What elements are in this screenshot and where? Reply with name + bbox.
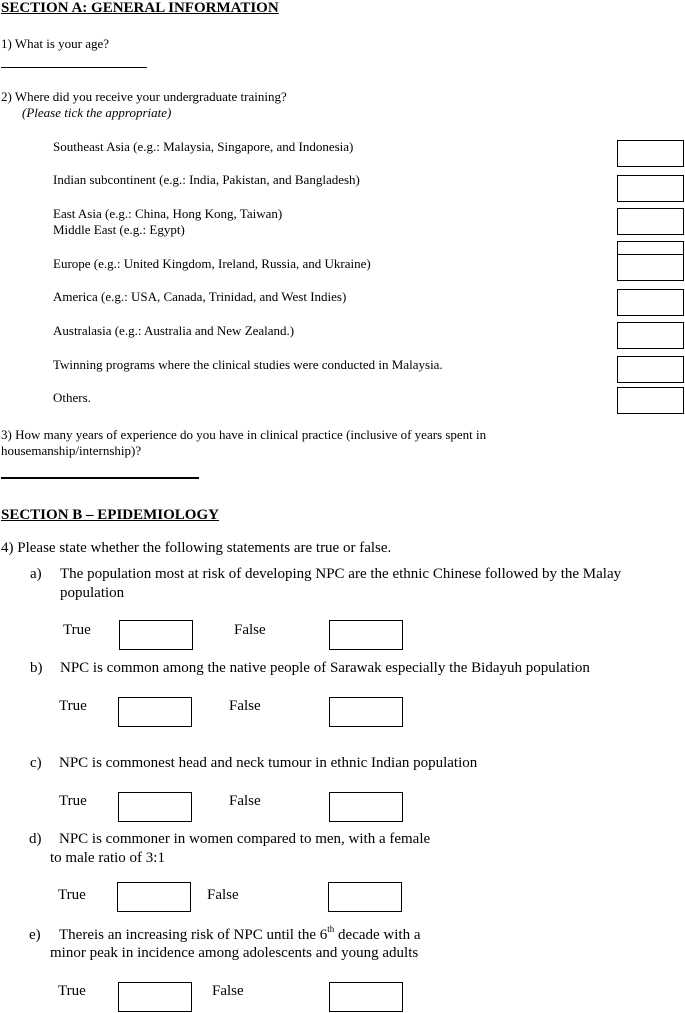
option-australasia: Australasia (e.g.: Australia and New Zealand.) bbox=[53, 323, 295, 338]
statement-d-line-2: to male ratio of 3:1 bbox=[50, 850, 165, 866]
statement-e-line-2: minor peak in incidence among adolescents and young adults bbox=[50, 945, 419, 961]
checkbox-america[interactable] bbox=[617, 289, 684, 316]
option-europe: Europe (e.g.: United Kingdom, Ireland, Russia, and Ukraine) bbox=[53, 256, 371, 271]
question-3-line-1: 3) How many years of experience do you have in clinical practice (inclusive of years spent in bbox=[1, 427, 487, 442]
age-answer-line[interactable] bbox=[1, 67, 147, 68]
statement-e-false-label: False bbox=[212, 983, 244, 999]
option-middle-east: Middle East (e.g.: Egypt) bbox=[53, 222, 185, 237]
option-east-asia: East Asia (e.g.: China, Hong Kong, Taiwan) bbox=[53, 206, 283, 221]
statement-a-true-box[interactable] bbox=[119, 620, 193, 650]
statement-d-letter: d) bbox=[29, 831, 42, 847]
statement-a-false-box[interactable] bbox=[329, 620, 403, 650]
checkbox-australasia[interactable] bbox=[617, 322, 684, 349]
option-southeast-asia: Southeast Asia (e.g.: Malaysia, Singapore, and Indonesia) bbox=[53, 139, 354, 154]
question-2: 2) Where did you receive your undergraduate training? bbox=[1, 89, 287, 104]
statement-c-true-box[interactable] bbox=[118, 792, 192, 822]
statement-d-false-box[interactable] bbox=[328, 882, 402, 912]
option-twinning: Twinning programs where the clinical studies were conducted in Malaysia. bbox=[53, 357, 443, 372]
statement-e-line-1-rest: decade with a bbox=[334, 927, 421, 943]
section-b-title: SECTION B – EPIDEMIOLOGY bbox=[1, 507, 219, 523]
checkbox-east-asia[interactable] bbox=[617, 208, 684, 235]
statement-e-line-1 bbox=[59, 924, 421, 944]
statement-c-true-label: True bbox=[59, 793, 87, 809]
question-1: 1) What is your age? bbox=[1, 36, 110, 51]
statement-e-letter: e) bbox=[29, 927, 41, 943]
statement-e-line-1-text: Thereis an increasing risk of NPC until the 6 bbox=[59, 927, 328, 943]
statement-d-true-box[interactable] bbox=[117, 882, 191, 912]
checkbox-southeast-asia[interactable] bbox=[617, 140, 684, 167]
checkbox-twinning[interactable] bbox=[617, 356, 684, 383]
statement-c-line-1: NPC is commonest head and neck tumour in ethnic Indian population bbox=[59, 755, 478, 771]
checkbox-indian-subcontinent[interactable] bbox=[617, 175, 684, 202]
statement-c-letter: c) bbox=[30, 755, 42, 771]
statement-a-line-2: population bbox=[60, 585, 125, 601]
statement-c-false-box[interactable] bbox=[329, 792, 403, 822]
checkbox-middle-east[interactable] bbox=[617, 241, 684, 255]
checkbox-europe[interactable] bbox=[617, 254, 684, 281]
statement-a-letter: a) bbox=[30, 566, 42, 582]
statement-e-superscript: th bbox=[327, 924, 335, 934]
statement-a-line-1: The population most at risk of developing NPC are the ethnic Chinese followed by the Malay bbox=[60, 566, 622, 582]
statement-b-false-box[interactable] bbox=[329, 697, 403, 727]
question-3-line-2: housemanship/internship)? bbox=[1, 443, 142, 458]
section-a-title: SECTION A: GENERAL INFORMATION bbox=[1, 0, 279, 16]
statement-d-line-1: NPC is commoner in women compared to men, with a female bbox=[59, 831, 431, 847]
question-4: 4) Please state whether the following statements are true or false. bbox=[1, 540, 392, 556]
statement-a-true-label: True bbox=[63, 622, 91, 638]
checkbox-others[interactable] bbox=[617, 387, 684, 414]
statement-d-true-label: True bbox=[58, 887, 86, 903]
statement-a-false-label: False bbox=[234, 622, 266, 638]
statement-b-false-label: False bbox=[229, 698, 261, 714]
option-indian-subcontinent: Indian subcontinent (e.g.: India, Pakistan, and Bangladesh) bbox=[53, 172, 360, 187]
statement-b-true-box[interactable] bbox=[118, 697, 192, 727]
option-america: America (e.g.: USA, Canada, Trinidad, and West Indies) bbox=[53, 289, 347, 304]
statement-e-true-box[interactable] bbox=[118, 982, 192, 1012]
option-others: Others. bbox=[53, 390, 91, 405]
statement-e-false-box[interactable] bbox=[329, 982, 403, 1012]
question-2-hint: (Please tick the appropriate) bbox=[22, 105, 172, 120]
statement-b-true-label: True bbox=[59, 698, 87, 714]
statement-b-line-1: NPC is common among the native people of Sarawak especially the Bidayuh population bbox=[60, 660, 590, 676]
statement-b-letter: b) bbox=[30, 660, 43, 676]
experience-answer-line[interactable] bbox=[1, 477, 199, 479]
statement-d-false-label: False bbox=[207, 887, 239, 903]
statement-e-true-label: True bbox=[58, 983, 86, 999]
statement-c-false-label: False bbox=[229, 793, 261, 809]
